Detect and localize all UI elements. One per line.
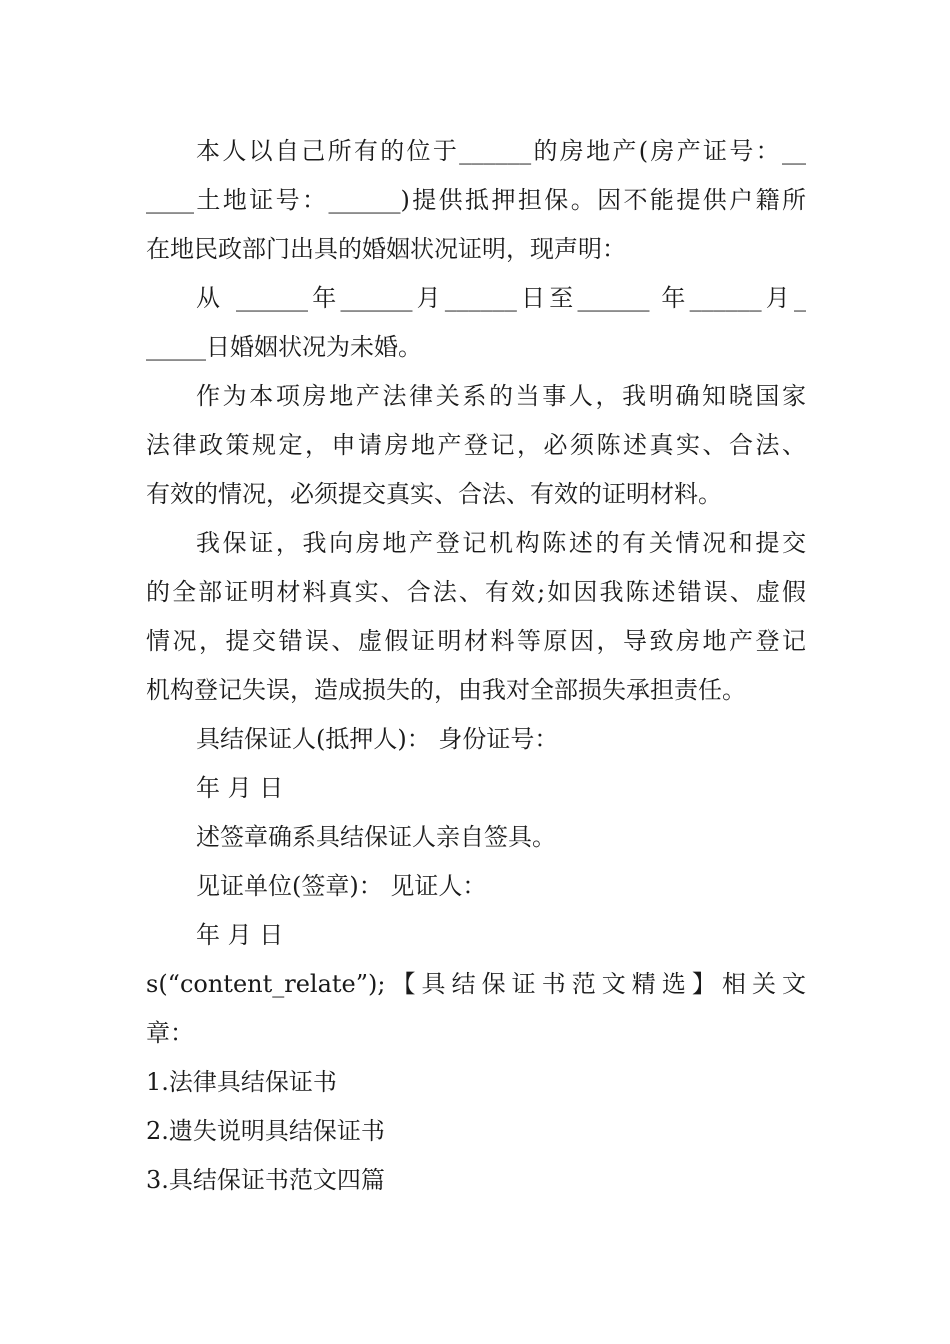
- related-heading: 章：: [146, 1019, 194, 1047]
- text-line: 从 ______年______月______日至______ 年______月_: [196, 284, 806, 312]
- text-line: _____日婚姻状况为未婚。: [146, 333, 422, 361]
- related-heading: s(“content_relate”);【具结保证书范文精选】相关文: [146, 970, 806, 998]
- text-line: 在地民政部门出具的婚姻状况证明，现声明：: [146, 235, 626, 263]
- related-item[interactable]: 3.具结保证书范文四篇: [146, 1166, 385, 1194]
- text-line: 的全部证明材料真实、合法、有效;如因我陈述错误、虚假: [146, 578, 806, 606]
- text-line: ____土地证号：______)提供抵押担保。因不能提供户籍所: [146, 186, 806, 214]
- witness-line: 见证单位(签章)： 见证人：: [196, 872, 487, 900]
- text-line: 情况，提交错误、虚假证明材料等原因，导致房地产登记: [146, 627, 806, 655]
- signer-line: 具结保证人(抵押人)： 身份证号：: [196, 725, 559, 753]
- date-line: 年 月 日: [196, 774, 284, 802]
- date-line: 年 月 日: [196, 921, 284, 949]
- document-body: [146, 127, 806, 1205]
- text-line: 有效的情况，必须提交真实、合法、有效的证明材料。: [146, 480, 722, 508]
- text-line: 机构登记失误，造成损失的，由我对全部损失承担责任。: [146, 676, 746, 704]
- text-line: 述签章确系具结保证人亲自签具。: [196, 823, 556, 851]
- text-line: 作为本项房地产法律关系的当事人，我明确知晓国家: [196, 382, 806, 410]
- text-line: 法律政策规定，申请房地产登记，必须陈述真实、合法、: [146, 431, 806, 459]
- related-item[interactable]: 1.法律具结保证书: [146, 1068, 337, 1096]
- text-line: 我保证，我向房地产登记机构陈述的有关情况和提交: [196, 529, 806, 557]
- related-item[interactable]: 2.遗失说明具结保证书: [146, 1117, 385, 1145]
- text-line: 本人以自己所有的位于______的房地产(房产证号：__: [196, 137, 806, 165]
